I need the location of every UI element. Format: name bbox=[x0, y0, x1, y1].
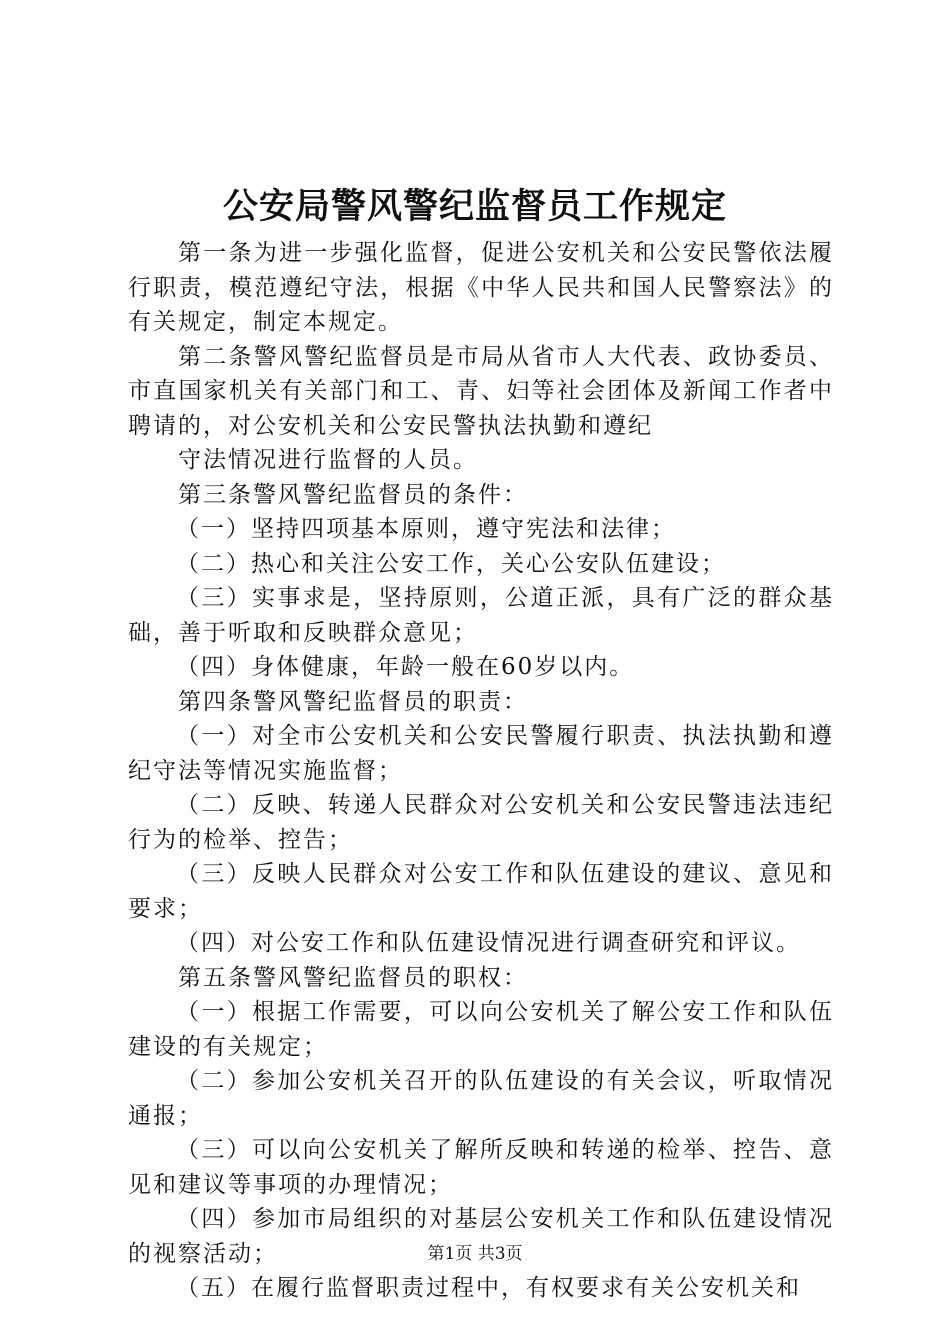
article-4-item-3: （三）反映人民群众对公安工作和队伍建设的建议、意见和要求； bbox=[128, 861, 834, 922]
article-3-item-3: （三）实事求是，坚持原则，公道正派，具有广泛的群众基础，善于听取和反映群众意见； bbox=[128, 585, 834, 646]
article-5-item-1: （一）根据工作需要，可以向公安机关了解公安工作和队伍建设的有关规定； bbox=[128, 999, 834, 1060]
article-5-item-5: （五）在履行监督职责过程中，有权要求有关公安机关和 bbox=[176, 1275, 801, 1301]
article-4-heading: 第四条警风警纪监督员的职责： bbox=[178, 688, 528, 715]
article-5-item-4: （四）参加市局组织的对基层公安机关工作和队伍建设情况的视察活动； bbox=[128, 1206, 834, 1267]
article-4-item-2: （二）反映、转递人民群众对公安机关和公安民警违法违纪行为的检举、控告； bbox=[128, 792, 834, 853]
article-3-heading: 第三条警风警纪监督员的条件： bbox=[178, 481, 528, 508]
article-5-item-2: （二）参加公安机关召开的队伍建设的有关会议，听取情况通报； bbox=[128, 1068, 834, 1129]
article-5-heading: 第五条警风警纪监督员的职权： bbox=[178, 964, 528, 991]
article-3-item-2: （二）热心和关注公安工作，关心公安队伍建设； bbox=[176, 550, 726, 577]
article-1-paragraph: 第一条为进一步强化监督，促进公安机关和公安民警依法履行职责，模范遵纪守法，根据《中华人民共和国人民警察法》的有关规定，制定本规定。 bbox=[128, 240, 834, 335]
document-title: 公安局警风警纪监督员工作规定 bbox=[222, 186, 727, 227]
article-5-item-3: （三）可以向公安机关了解所反映和转递的检举、控告、意见和建议等事项的办理情况； bbox=[128, 1137, 834, 1198]
document-body bbox=[128, 236, 834, 1306]
article-2-continuation: 守法情况进行监督的人员。 bbox=[178, 447, 478, 473]
page-footer: 第1页 共3页 bbox=[427, 1244, 523, 1264]
article-4-item-4: （四）对公安工作和队伍建设情况进行调查研究和评议。 bbox=[176, 930, 801, 956]
article-4-item-1: （一）对全市公安机关和公安民警履行职责、执法执勤和遵纪守法等情况实施监督； bbox=[128, 723, 834, 784]
article-3-item-4: （四）身体健康，年龄一般在60岁以内。 bbox=[176, 654, 635, 680]
article-2-paragraph: 第二条警风警纪监督员是市局从省市人大代表、政协委员、市直国家机关有关部门和工、青、妇等社会团体及新闻工作者中聘请的，对公安机关和公安民警执法执勤和遵纪 bbox=[128, 343, 834, 439]
article-3-item-1: （一）坚持四项基本原则，遵守宪法和法律； bbox=[176, 516, 676, 542]
